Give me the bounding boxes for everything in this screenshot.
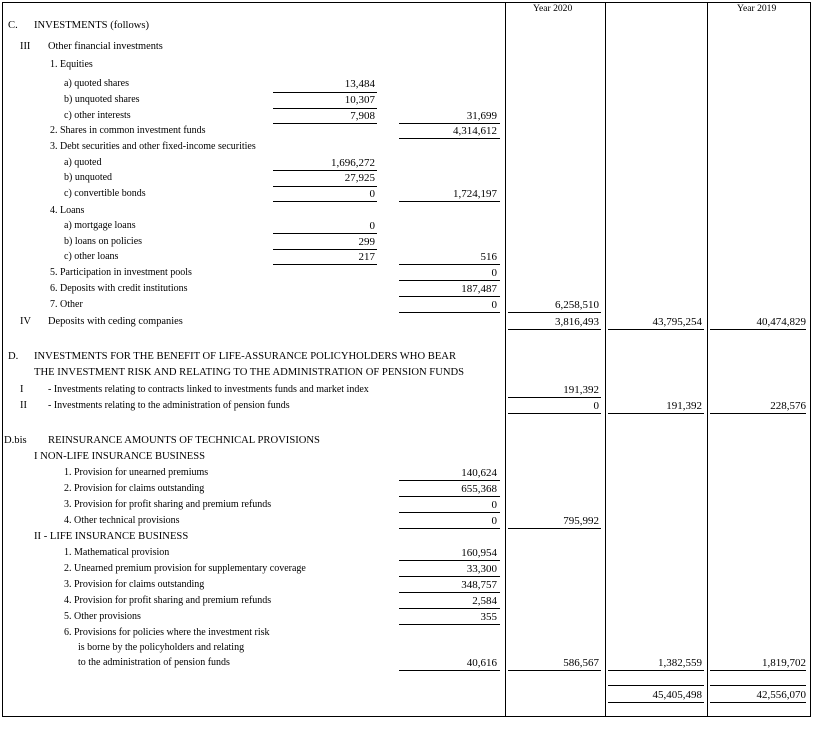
underline-rule bbox=[399, 528, 500, 529]
underline-rule bbox=[508, 670, 601, 671]
row-label: is borne by the policyholders and relating bbox=[78, 642, 245, 653]
row-label: 1. Mathematical provision bbox=[64, 547, 170, 558]
underline-rule bbox=[273, 170, 377, 171]
subtotal-amount: 0 bbox=[491, 267, 497, 279]
underline-rule bbox=[399, 592, 500, 593]
underline-rule bbox=[710, 329, 806, 330]
row-label: b) unquoted bbox=[64, 172, 113, 183]
section-total-2020: 43,795,254 bbox=[652, 316, 702, 328]
amount: 0 bbox=[369, 188, 375, 200]
underline-rule bbox=[399, 201, 500, 202]
amount: 348,757 bbox=[461, 579, 497, 591]
underline-rule bbox=[273, 108, 377, 109]
row-label: a) quoted bbox=[64, 157, 102, 168]
underline-rule bbox=[399, 312, 500, 313]
group-total-amount: 795,992 bbox=[563, 515, 599, 527]
underline-rule bbox=[273, 233, 377, 234]
roman-numeral: I bbox=[20, 384, 24, 395]
amount: 160,954 bbox=[461, 547, 497, 559]
row-label: 2. Shares in common investment funds bbox=[50, 125, 206, 136]
underline-rule bbox=[273, 123, 377, 124]
amount: 33,300 bbox=[466, 563, 497, 575]
underline-rule bbox=[710, 413, 806, 414]
underline-rule bbox=[399, 560, 500, 561]
subtotal-amount: 516 bbox=[480, 251, 497, 263]
row-label: c) other loans bbox=[64, 251, 119, 262]
underline-rule bbox=[608, 329, 704, 330]
row-label: 3. Provision for claims outstanding bbox=[64, 579, 205, 590]
row-label: 6. Deposits with credit institutions bbox=[50, 283, 188, 294]
row-label: 6. Provisions for policies where the investment risk bbox=[64, 627, 270, 638]
underline-rule bbox=[273, 201, 377, 202]
section-title: INVESTMENTS (follows) bbox=[34, 20, 150, 31]
amount: 0 bbox=[491, 499, 497, 511]
underline-rule bbox=[508, 397, 601, 398]
row-label: 4. Provision for profit sharing and premium refunds bbox=[64, 595, 272, 606]
underline-rule bbox=[273, 92, 377, 93]
underline-rule bbox=[508, 413, 601, 414]
amount: 2,584 bbox=[472, 595, 497, 607]
amount: 40,616 bbox=[466, 657, 497, 669]
underline-rule bbox=[608, 685, 704, 686]
roman-numeral: IV bbox=[20, 316, 31, 327]
underline-rule bbox=[608, 413, 704, 414]
amount: 355 bbox=[480, 611, 497, 623]
column-header-2019: Year 2019 bbox=[737, 3, 777, 14]
row-label: b) loans on policies bbox=[64, 236, 143, 247]
row-label: a) quoted shares bbox=[64, 78, 129, 89]
group-total-amount: 0 bbox=[593, 400, 599, 412]
underline-rule bbox=[399, 296, 500, 297]
underline-rule bbox=[710, 670, 806, 671]
column-divider bbox=[605, 2, 606, 717]
underline-rule bbox=[273, 264, 377, 265]
underline-rule bbox=[399, 512, 500, 513]
row-label: 4. Other technical provisions bbox=[64, 515, 180, 526]
underline-rule bbox=[273, 249, 377, 250]
underline-rule bbox=[399, 624, 500, 625]
subsection-title: II - LIFE INSURANCE BUSINESS bbox=[34, 531, 189, 542]
amount: 299 bbox=[358, 236, 375, 248]
underline-rule bbox=[710, 685, 806, 686]
row-label: 3. Debt securities and other fixed-income securities bbox=[50, 141, 256, 152]
underline-rule bbox=[273, 186, 377, 187]
underline-rule bbox=[508, 528, 601, 529]
amount: 0 bbox=[369, 220, 375, 232]
column-divider bbox=[707, 2, 708, 717]
roman-numeral: III bbox=[20, 41, 31, 52]
underline-rule bbox=[399, 123, 500, 124]
row-label: Deposits with ceding companies bbox=[48, 316, 183, 327]
underline-rule bbox=[399, 280, 500, 281]
row-label: 2. Provision for claims outstanding bbox=[64, 483, 205, 494]
grand-total-2020: 45,405,498 bbox=[652, 689, 702, 701]
amount: 13,484 bbox=[344, 78, 375, 90]
row-label: 1. Provision for unearned premiums bbox=[64, 467, 209, 478]
row-label: c) other interests bbox=[64, 110, 131, 121]
subtotal-amount: 31,699 bbox=[466, 110, 497, 122]
group-total-amount: 3,816,493 bbox=[555, 316, 599, 328]
row-label: Other financial investments bbox=[48, 41, 163, 52]
amount: 7,908 bbox=[350, 110, 375, 122]
section-title: REINSURANCE AMOUNTS OF TECHNICAL PROVISIONS bbox=[48, 435, 320, 446]
amount: 10,307 bbox=[344, 94, 375, 106]
underline-rule bbox=[710, 702, 806, 703]
row-label: b) unquoted shares bbox=[64, 94, 140, 105]
section-total-2019: 1,819,702 bbox=[762, 657, 806, 669]
underline-rule bbox=[608, 702, 704, 703]
amount: 27,925 bbox=[344, 172, 375, 184]
underline-rule bbox=[399, 608, 500, 609]
row-label: 1. Equities bbox=[50, 59, 93, 70]
row-label: 7. Other bbox=[50, 299, 83, 310]
amount: 0 bbox=[491, 515, 497, 527]
subtotal-amount: 187,487 bbox=[461, 283, 497, 295]
subtotal-amount: 4,314,612 bbox=[453, 125, 497, 137]
column-divider bbox=[505, 2, 506, 717]
subtotal-amount: 1,724,197 bbox=[453, 188, 497, 200]
underline-rule bbox=[399, 496, 500, 497]
section-code: D. bbox=[8, 351, 19, 362]
section-total-2020: 1,382,559 bbox=[658, 657, 702, 669]
underline-rule bbox=[399, 480, 500, 481]
column-header-2020: Year 2020 bbox=[533, 3, 573, 14]
amount: 217 bbox=[358, 251, 375, 263]
row-label: - Investments relating to the administration of pension funds bbox=[48, 400, 290, 411]
row-label: c) convertible bonds bbox=[64, 188, 146, 199]
row-label: 5. Participation in investment pools bbox=[50, 267, 192, 278]
underline-rule bbox=[399, 670, 500, 671]
underline-rule bbox=[399, 138, 500, 139]
subtotal-amount: 0 bbox=[491, 299, 497, 311]
amount: 655,368 bbox=[461, 483, 497, 495]
underline-rule bbox=[608, 670, 704, 671]
row-label: - Investments relating to contracts linked to investments funds and market index bbox=[48, 384, 369, 395]
subsection-title: I NON-LIFE INSURANCE BUSINESS bbox=[34, 451, 205, 462]
section-code: D.bis bbox=[4, 435, 27, 446]
roman-numeral: II bbox=[20, 400, 27, 411]
row-label: 2. Unearned premium provision for supplementary coverage bbox=[64, 563, 306, 574]
underline-rule bbox=[508, 312, 601, 313]
row-label: 5. Other provisions bbox=[64, 611, 141, 622]
amount: 140,624 bbox=[461, 467, 497, 479]
section-total-2020: 191,392 bbox=[666, 400, 702, 412]
section-total-2019: 40,474,829 bbox=[756, 316, 806, 328]
underline-rule bbox=[399, 264, 500, 265]
underline-rule bbox=[508, 329, 601, 330]
grand-total-2019: 42,556,070 bbox=[756, 689, 806, 701]
group-total-amount: 191,392 bbox=[563, 384, 599, 396]
group-total-amount: 6,258,510 bbox=[555, 299, 599, 311]
group-total-amount: 586,567 bbox=[563, 657, 599, 669]
section-title: THE INVESTMENT RISK AND RELATING TO THE ADMINISTRATION OF PENSION FUNDS bbox=[34, 367, 465, 378]
underline-rule bbox=[399, 576, 500, 577]
row-label: 3. Provision for profit sharing and premium refunds bbox=[64, 499, 272, 510]
section-total-2019: 228,576 bbox=[770, 400, 806, 412]
section-title: INVESTMENTS FOR THE BENEFIT OF LIFE-ASSURANCE POLICYHOLDERS WHO BEAR bbox=[34, 351, 457, 362]
amount: 1,696,272 bbox=[331, 157, 375, 169]
section-code: C. bbox=[8, 20, 18, 31]
row-label: to the administration of pension funds bbox=[78, 657, 230, 668]
row-label: 4. Loans bbox=[50, 205, 85, 216]
row-label: a) mortgage loans bbox=[64, 220, 136, 231]
